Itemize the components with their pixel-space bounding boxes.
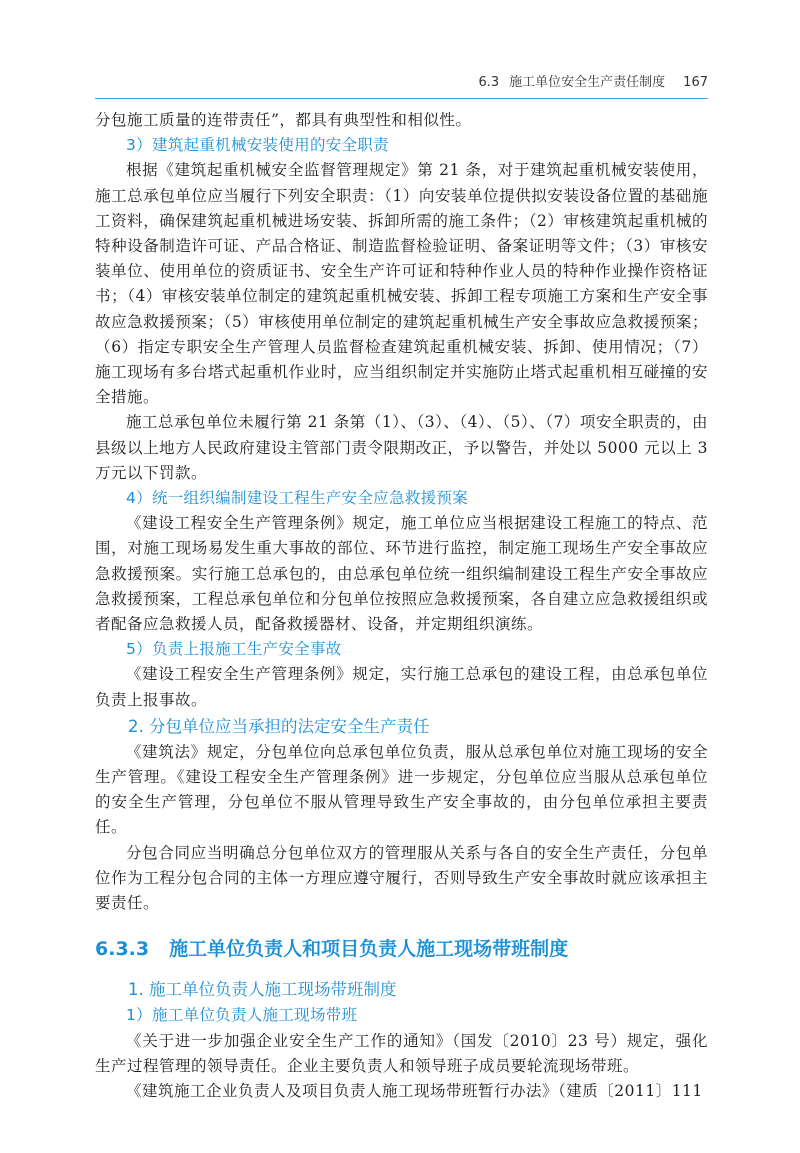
heading-emergency-plan: 4）统一组织编制建设工程生产安全应急救援预案 (126, 489, 468, 508)
header-section-number: 6.3 (478, 75, 500, 90)
paragraph-subcontractor-law: 《建筑法》规定，分包单位向总承包单位负责，服从总承包单位对施工现场的安全生产管理。《建设工程安全生产管理条例》进一步规定，分包单位应当服从总承包单位的安全生产管理，分包单位不服从管理导致生产安全事故的，由分包单位承担主要责任。 (95, 742, 708, 837)
paragraph-emergency-plan: 《建设工程安全生产管理条例》规定，施工单位应当根据建设工程施工的特点、范围，对施工现场易发生重大事故的部位、环节进行监控，制定施工现场生产安全事故应急救援预案。实行施工总承包的，由总承包单位统一组织编制建设工程生产安全事故应急救援预案，工程总承包单位和分包单位按照应急救援预案，各自建立应急救援组织或者配备应急救援人员，配备救援器材、设备，并定期组织演练。 (95, 514, 708, 634)
paragraph-accident-report: 《建设工程安全生产管理条例》规定，实行施工总承包的建设工程，由总承包单位负责上报事故。 (95, 665, 708, 709)
section-title: 施工单位负责人和项目负责人施工现场带班制度 (169, 938, 569, 961)
heading-subcontractor-duties: 2. 分包单位应当承担的法定安全生产责任 (128, 716, 430, 736)
heading-leader-onsite-sub: 1）施工单位负责人施工现场带班 (126, 1006, 358, 1025)
paragraph-crane-duties: 根据《建筑起重机械安全监督管理规定》第 21 条，对于建筑起重机械安装使用，施工总承包单位应当履行下列安全职责：（1）向安装单位提供拟安装设备位置的基础施工资料，确保建筑起重机械进场安装、拆卸所需的施工条件；（2）审核建筑起重机械的特种设备制造许可证、产品合格证、制造监督检验证明、备案证明等文件；（3）审核安装单位、使用单位的资质证书、安全生产许可证和特种作业人员的特种作业操作资格证书；（4）审核安装单位制定的建筑起重机械安装、拆卸工程专项施工方案和生产安全事故应急救援预案；（5）审核使用单位制定的建筑起重机械生产安全事故应急救援预案；（6）指定专职安全生产管理人员监督检查建筑起重机械安装、拆卸、使用情况；（7）施工现场有多台塔式起重机作业时，应当组织制定并实施防止塔式起重机相互碰撞的安全措施。 (95, 161, 708, 407)
section-heading-6-3-3 (95, 934, 708, 964)
heading-crane-duties: 3）建筑起重机械安装使用的安全职责 (126, 136, 389, 155)
section-number: 6.3.3 (95, 938, 150, 961)
heading-accident-report: 5）负责上报施工生产安全事故 (126, 640, 342, 659)
page-number: 167 (683, 75, 708, 90)
header-section-title: 施工单位安全生产责任制度 (509, 75, 666, 90)
paragraph-continued: 分包施工质量的连带责任”，都具有典型性和相似性。 (95, 111, 472, 129)
paragraph-subcontract: 分包合同应当明确总分包单位双方的管理服从关系与各自的安全生产责任，分包单位作为工程分包合同的主体一方理应遵守履行，否则导致生产安全事故时就应该承担主要责任。 (95, 843, 708, 913)
paragraph-state-notice: 《关于进一步加强企业安全生产工作的通知》（国发〔2010〕23 号）规定，强化生产过程管理的领导责任。企业主要负责人和领导班子成员要轮流现场带班。 (95, 1031, 708, 1075)
running-header (95, 72, 708, 94)
page-body (95, 108, 708, 1104)
header-rule (95, 98, 708, 99)
paragraph-interim-measures: 《建筑施工企业负责人及项目负责人施工现场带班暂行办法》（建质〔2011〕111 (126, 1081, 703, 1100)
heading-leader-onsite: 1. 施工单位负责人施工现场带班制度 (128, 980, 397, 1000)
paragraph-penalty: 施工总承包单位未履行第 21 条第（1）、（3）、（4）、（5）、（7）项安全职责的，由县级以上地方人民政府建设主管部门责令限期改正，予以警告，并处以 5000 元以上 3 万元以下罚款。 (95, 413, 708, 482)
